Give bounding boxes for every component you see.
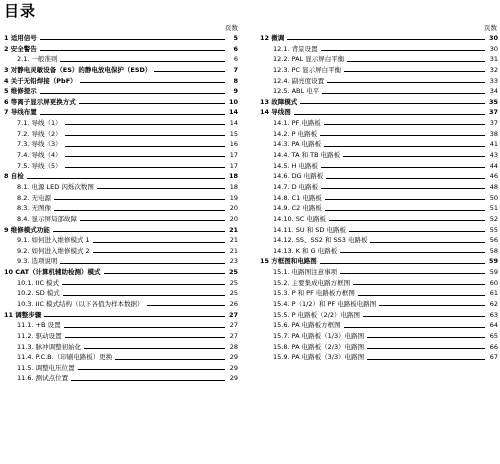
toc-entry-label: 9.2. 如何进入维修模式 2: [17, 246, 90, 255]
toc-section-entry[interactable]: [260, 171, 498, 182]
toc-list-left: [4, 33, 238, 384]
toc-entry-page-number: 52: [489, 214, 498, 223]
toc-entry-page-number: 6: [233, 44, 238, 53]
toc-entry-label: 15.6. PA 电路板方框图: [273, 321, 341, 330]
toc-section-entry[interactable]: [4, 331, 238, 342]
toc-entry-label: 11.2. 驱动设置: [17, 331, 62, 340]
toc-column-right: [260, 24, 498, 363]
toc-entry-page-number: 8: [233, 76, 238, 85]
toc-entry-label: 12.2. PAL 显示屏白平衡: [273, 55, 345, 64]
leader-line: [80, 220, 225, 221]
toc-entry-label: 12.5. ABL 电平: [273, 87, 320, 96]
leader-line: [325, 199, 485, 200]
toc-entry-label: 10.2. SD 模式: [17, 289, 60, 298]
toc-section-entry[interactable]: [4, 256, 238, 267]
toc-entry-page-number: 18: [228, 172, 238, 181]
leader-line: [80, 82, 225, 83]
toc-entry-label: 14.9. C2 电路板: [273, 204, 322, 213]
leader-line: [93, 242, 225, 243]
toc-entry-label: 3 对静电灵敏设备（ES）的静电放电保护（ESD）: [4, 65, 152, 74]
toc-entry-page-number: 20: [229, 204, 238, 213]
toc-section-entry[interactable]: [260, 139, 498, 150]
toc-entry-label: 14.12. SS、SS2 和 SS3 电路板: [273, 236, 368, 245]
toc-section-entry[interactable]: [4, 246, 238, 257]
toc-chapter-entry[interactable]: [260, 33, 498, 44]
toc-entry-label: 11.5. 调整电压位置: [17, 363, 75, 372]
leader-line: [40, 93, 225, 94]
toc-section-entry[interactable]: [4, 193, 238, 204]
toc-entry-page-number: 37: [489, 119, 498, 128]
toc-entry-label: 8.2. 无电源: [17, 193, 51, 202]
toc-entry-label: 15.8. PA 电路板（2/3）电路图: [273, 342, 365, 351]
toc-entry-label: 14.8. C1 电路板: [273, 193, 322, 202]
toc-entry-page-number: 50: [489, 193, 498, 202]
toc-entry-page-number: 66: [489, 342, 498, 351]
toc-section-entry[interactable]: [260, 161, 498, 172]
toc-section-entry[interactable]: [4, 288, 238, 299]
toc-chapter-entry[interactable]: [4, 107, 238, 118]
leader-line: [60, 61, 225, 62]
toc-section-entry[interactable]: [4, 129, 238, 140]
toc-entry-label: 14.11. SU 和 SD 电路板: [273, 225, 346, 234]
toc-entry-page-number: 55: [489, 225, 498, 234]
toc-entry-page-number: 29: [229, 374, 238, 383]
leader-line: [367, 359, 485, 360]
toc-section-entry[interactable]: [4, 54, 238, 65]
toc-section-entry[interactable]: [4, 161, 238, 172]
toc-section-entry[interactable]: [4, 320, 238, 331]
toc-entry-label: 15.4. P（1/2）和 PF 电路板电路图: [273, 300, 377, 308]
toc-entry-label: 12.4. 副亮度设置: [273, 76, 325, 85]
toc-entry-page-number: 10: [228, 97, 238, 106]
toc-chapter-entry[interactable]: [260, 107, 498, 118]
toc-section-entry[interactable]: [260, 54, 498, 65]
toc-entry-page-number: 32: [489, 65, 498, 74]
leader-line: [324, 124, 485, 125]
toc-entry-page-number: 63: [489, 310, 498, 319]
toc-entry-page-number: 61: [489, 289, 498, 298]
leader-line: [53, 231, 225, 232]
leader-line: [327, 82, 485, 83]
toc-entry-label: 11.6. 测试点位置: [17, 374, 69, 383]
toc-entry-label: 4 关于无铅焊接（PbF）: [4, 76, 77, 85]
toc-section-entry[interactable]: [4, 363, 238, 374]
toc-section-entry[interactable]: [4, 214, 238, 225]
toc-column-left: [4, 24, 238, 384]
toc-entry-label: 8.3. 无图像: [17, 204, 51, 213]
toc-entry-page-number: 25: [229, 289, 238, 298]
toc-entry-label: 8.1. 电源 LED 闪烁次数图: [17, 182, 94, 191]
toc-entry-label: 11 调整步骤: [4, 310, 42, 319]
leader-line: [300, 103, 485, 104]
toc-section-entry[interactable]: [260, 342, 498, 353]
toc-entry-label: 14.10. SC 电路板: [273, 214, 326, 223]
toc-section-entry[interactable]: [260, 246, 498, 257]
toc-entry-page-number: 56: [489, 236, 498, 245]
toc-section-entry[interactable]: [4, 299, 238, 310]
toc-entry-page-number: 25: [228, 268, 238, 277]
leader-line: [370, 242, 485, 243]
toc-entry-label: 12.1. 背景设置: [273, 44, 318, 53]
toc-chapter-entry[interactable]: [4, 171, 238, 182]
toc-entry-label: 5 维修提示: [4, 87, 37, 96]
toc-entry-page-number: 9: [233, 87, 238, 96]
leader-line: [353, 284, 485, 285]
leader-line: [78, 369, 225, 370]
toc-entry-page-number: 29: [229, 353, 238, 362]
toc-entry-label: 7.5. 导线（5）: [17, 161, 62, 170]
toc-entry-label: 14 导线图: [260, 108, 291, 117]
toc-entry-label: 2 安全警告: [4, 44, 37, 53]
leader-line: [321, 188, 485, 189]
toc-section-entry[interactable]: [4, 182, 238, 193]
toc-entry-page-number: 21: [228, 225, 238, 234]
toc-entry-label: 12.3. PC 显示屏白平衡: [273, 65, 342, 74]
leader-line: [321, 167, 485, 168]
toc-entry-label: 14.2. P 电路板: [273, 129, 318, 138]
toc-section-entry[interactable]: [4, 139, 238, 150]
leader-line: [322, 93, 485, 94]
toc-section-entry[interactable]: [260, 225, 498, 236]
leader-line: [287, 39, 485, 40]
toc-entry-label: 14.5. H 电路板: [273, 161, 319, 170]
toc-entry-page-number: 19: [229, 193, 238, 202]
toc-section-entry[interactable]: [260, 267, 498, 278]
toc-entry-label: 1 适用信号: [4, 33, 37, 42]
toc-chapter-entry[interactable]: [4, 76, 238, 87]
toc-section-entry[interactable]: [260, 331, 498, 342]
leader-line: [344, 71, 485, 72]
toc-entry-label: 15.3. P 和 PF 电路板方框图: [273, 289, 355, 298]
toc-entry-page-number: 58: [489, 246, 498, 255]
toc-entry-page-number: 46: [489, 172, 498, 181]
leader-line: [329, 220, 485, 221]
toc-chapter-entry[interactable]: [4, 65, 238, 76]
toc-section-entry[interactable]: [260, 76, 498, 87]
toc-entry-page-number: 38: [489, 129, 498, 138]
toc-entry-label: 14.4. TA 和 TB 电路板: [273, 151, 341, 160]
toc-entry-page-number: 67: [489, 353, 498, 362]
toc-entry-label: 15.5. P 电路板（2/2）电路图: [273, 310, 361, 319]
leader-line: [84, 348, 225, 349]
leader-line: [367, 348, 485, 349]
page-column-header: 页数: [225, 24, 238, 32]
leader-line: [40, 39, 225, 40]
toc-section-entry[interactable]: [260, 182, 498, 193]
toc-entry-label: 6 等离子显示屏更换方式: [4, 97, 76, 106]
toc-section-entry[interactable]: [4, 150, 238, 161]
leader-line: [379, 305, 485, 306]
toc-section-entry[interactable]: [4, 118, 238, 129]
toc-entry-page-number: 59: [488, 257, 498, 266]
toc-entry-page-number: 37: [488, 108, 498, 117]
toc-section-entry[interactable]: [260, 299, 498, 310]
toc-chapter-entry[interactable]: [260, 97, 498, 108]
toc-entry-label: 11.4. P.C.B.（印刷电路板）更换: [17, 353, 113, 362]
toc-entry-label: 7.2. 导线（2）: [17, 129, 62, 138]
toc-entry-page-number: 48: [489, 182, 498, 191]
leader-line: [44, 316, 225, 317]
leader-line: [40, 114, 225, 115]
toc-section-entry[interactable]: [260, 214, 498, 225]
leader-line: [147, 305, 225, 306]
toc-entry-page-number: 5: [233, 33, 238, 42]
toc-list-right: [260, 33, 498, 363]
toc-chapter-entry[interactable]: [4, 44, 238, 55]
toc-chapter-entry[interactable]: [4, 225, 238, 236]
toc-entry-label: 7.1. 导线（1）: [17, 119, 62, 128]
toc-section-entry[interactable]: [260, 310, 498, 321]
toc-entry-page-number: 6: [233, 55, 238, 64]
toc-entry-label: 9 维修模式功能: [4, 225, 50, 234]
toc-entry-label: 14.1. PF 电路板: [273, 119, 321, 128]
toc-entry-page-number: 26: [229, 300, 238, 308]
leader-line: [358, 295, 485, 296]
leader-line: [65, 135, 225, 136]
toc-entry-label: 15.7. PA 电路板（1/3）电路图: [273, 331, 365, 340]
toc-chapter-entry[interactable]: [4, 86, 238, 97]
toc-entry-page-number: 43: [489, 151, 498, 160]
toc-entry-label: 15.9. PA 电路板（3/3）电路图: [273, 353, 365, 362]
leader-line: [294, 114, 485, 115]
toc-entry-page-number: 44: [489, 161, 498, 170]
toc-entry-label: 10.3. IIC 模式结构（以下各值为样本数据）: [17, 300, 144, 308]
toc-entry-label: 9.1. 如何进入维修模式 1: [17, 236, 90, 245]
leader-line: [340, 273, 485, 274]
leader-line: [104, 273, 225, 274]
toc-entry-page-number: 30: [488, 33, 498, 42]
toc-chapter-entry[interactable]: [4, 310, 238, 321]
toc-entry-label: 7.4. 导线（4）: [17, 151, 62, 160]
toc-chapter-entry[interactable]: [260, 256, 498, 267]
toc-entry-page-number: 51: [489, 204, 498, 213]
leader-line: [65, 337, 225, 338]
toc-entry-label: 11.3. 脉冲调整初始化: [17, 342, 82, 351]
toc-entry-page-number: 30: [489, 44, 498, 53]
toc-section-entry[interactable]: [260, 44, 498, 55]
toc-entry-label: 2.1. 一般准则: [17, 55, 58, 64]
toc-section-entry[interactable]: [260, 352, 498, 363]
leader-line: [60, 263, 225, 264]
toc-entry-label: 12 微调: [260, 33, 285, 42]
toc-entry-label: 15 方框图和电路图: [260, 257, 317, 266]
toc-entry-page-number: 21: [229, 246, 238, 255]
toc-entry-page-number: 62: [489, 300, 498, 308]
toc-entry-page-number: 27: [229, 321, 238, 330]
toc-section-entry[interactable]: [260, 278, 498, 289]
toc-entry-page-number: 25: [229, 278, 238, 287]
leader-line: [349, 231, 485, 232]
toc-section-entry[interactable]: [260, 150, 498, 161]
leader-line: [340, 252, 485, 253]
toc-section-entry[interactable]: [260, 86, 498, 97]
leader-line: [63, 295, 225, 296]
toc-section-entry[interactable]: [4, 278, 238, 289]
toc-entry-page-number: 29: [229, 363, 238, 372]
toc-entry-label: 8 自检: [4, 172, 24, 181]
leader-line: [71, 380, 225, 381]
toc-entry-page-number: 15: [229, 129, 238, 138]
toc-entry-label: 13 故障模式: [260, 97, 298, 106]
toc-section-entry[interactable]: [4, 203, 238, 214]
toc-section-entry[interactable]: [260, 288, 498, 299]
toc-section-entry[interactable]: [260, 235, 498, 246]
page-column-header: 页数: [484, 24, 497, 32]
toc-entry-label: 7.3. 导线（3）: [17, 140, 62, 149]
toc-entry-label: 10.1. IIC 模式: [17, 278, 60, 287]
toc-section-entry[interactable]: [4, 352, 238, 363]
leader-line: [325, 210, 485, 211]
leader-line: [65, 146, 225, 147]
leader-line: [324, 146, 485, 147]
leader-line: [97, 188, 225, 189]
toc-entry-page-number: 60: [489, 278, 498, 287]
leader-line: [65, 167, 225, 168]
toc-entry-page-number: 21: [229, 236, 238, 245]
toc-entry-page-number: 27: [229, 331, 238, 340]
toc-entry-page-number: 34: [489, 87, 498, 96]
toc-entry-page-number: 17: [229, 151, 238, 160]
toc-entry-label: 14.13. K 和 G 电路板: [273, 246, 338, 255]
toc-entry-page-number: 23: [229, 257, 238, 266]
leader-line: [40, 50, 225, 51]
toc-entry-label: 15.1. 电路图注意事项: [273, 268, 338, 277]
toc-entry-label: 14.7. D 电路板: [273, 182, 319, 191]
leader-line: [320, 135, 485, 136]
toc-entry-page-number: 41: [489, 140, 498, 149]
toc-entry-label: 7 导线布置: [4, 108, 37, 117]
toc-entry-page-number: 65: [489, 331, 498, 340]
toc-entry-page-number: 28: [229, 342, 238, 351]
leader-line: [344, 327, 485, 328]
leader-line: [27, 178, 225, 179]
leader-line: [347, 61, 485, 62]
leader-line: [321, 50, 485, 51]
toc-entry-page-number: 35: [488, 97, 498, 106]
toc-entry-page-number: 33: [489, 76, 498, 85]
toc-section-entry[interactable]: [260, 203, 498, 214]
leader-line: [65, 124, 225, 125]
toc-entry-page-number: 27: [228, 310, 238, 319]
toc-entry-page-number: 17: [229, 161, 238, 170]
toc-section-entry[interactable]: [4, 374, 238, 385]
leader-line: [64, 327, 225, 328]
toc-section-entry[interactable]: [260, 193, 498, 204]
toc-section-entry[interactable]: [260, 118, 498, 129]
toc-entry-page-number: 7: [233, 65, 238, 74]
leader-line: [65, 156, 225, 157]
toc-entry-page-number: 31: [489, 55, 498, 64]
leader-line: [154, 71, 225, 72]
toc-entry-label: 11.1. +B 设置: [17, 321, 61, 330]
toc-entry-label: 8.4. 显示屏局部故障: [17, 214, 77, 223]
toc-chapter-entry[interactable]: [4, 267, 238, 278]
leader-line: [79, 103, 225, 104]
leader-line: [54, 199, 225, 200]
leader-line: [320, 263, 485, 264]
toc-entry-label: 15.2. 主要集成电路方框图: [273, 278, 351, 287]
toc-entry-page-number: 64: [489, 321, 498, 330]
toc-entry-page-number: 16: [229, 140, 238, 149]
toc-section-entry[interactable]: [4, 342, 238, 353]
toc-chapter-entry[interactable]: [4, 33, 238, 44]
toc-entry-page-number: 14: [229, 119, 238, 128]
leader-line: [367, 337, 485, 338]
leader-line: [343, 156, 485, 157]
toc-entry-page-number: 18: [229, 182, 238, 191]
toc-section-entry[interactable]: [260, 129, 498, 140]
leader-line: [326, 178, 485, 179]
page-title: 目录: [4, 2, 37, 20]
leader-line: [93, 252, 225, 253]
toc-entry-page-number: 59: [489, 268, 498, 277]
toc-section-entry[interactable]: [4, 235, 238, 246]
toc-chapter-entry[interactable]: [4, 97, 238, 108]
leader-line: [54, 210, 225, 211]
leader-line: [62, 284, 225, 285]
toc-section-entry[interactable]: [260, 65, 498, 76]
toc-entry-label: 10 CAT（计算机辅助检测）模式: [4, 268, 101, 277]
toc-entry-label: 14.6. DG 电路板: [273, 172, 324, 181]
toc-entry-page-number: 20: [229, 214, 238, 223]
leader-line: [115, 359, 225, 360]
toc-section-entry[interactable]: [260, 320, 498, 331]
toc-entry-label: 14.3. PA 电路板: [273, 140, 322, 149]
toc-entry-page-number: 14: [228, 108, 238, 117]
leader-line: [363, 316, 485, 317]
toc-entry-label: 9.3. 选项说明: [17, 257, 58, 266]
